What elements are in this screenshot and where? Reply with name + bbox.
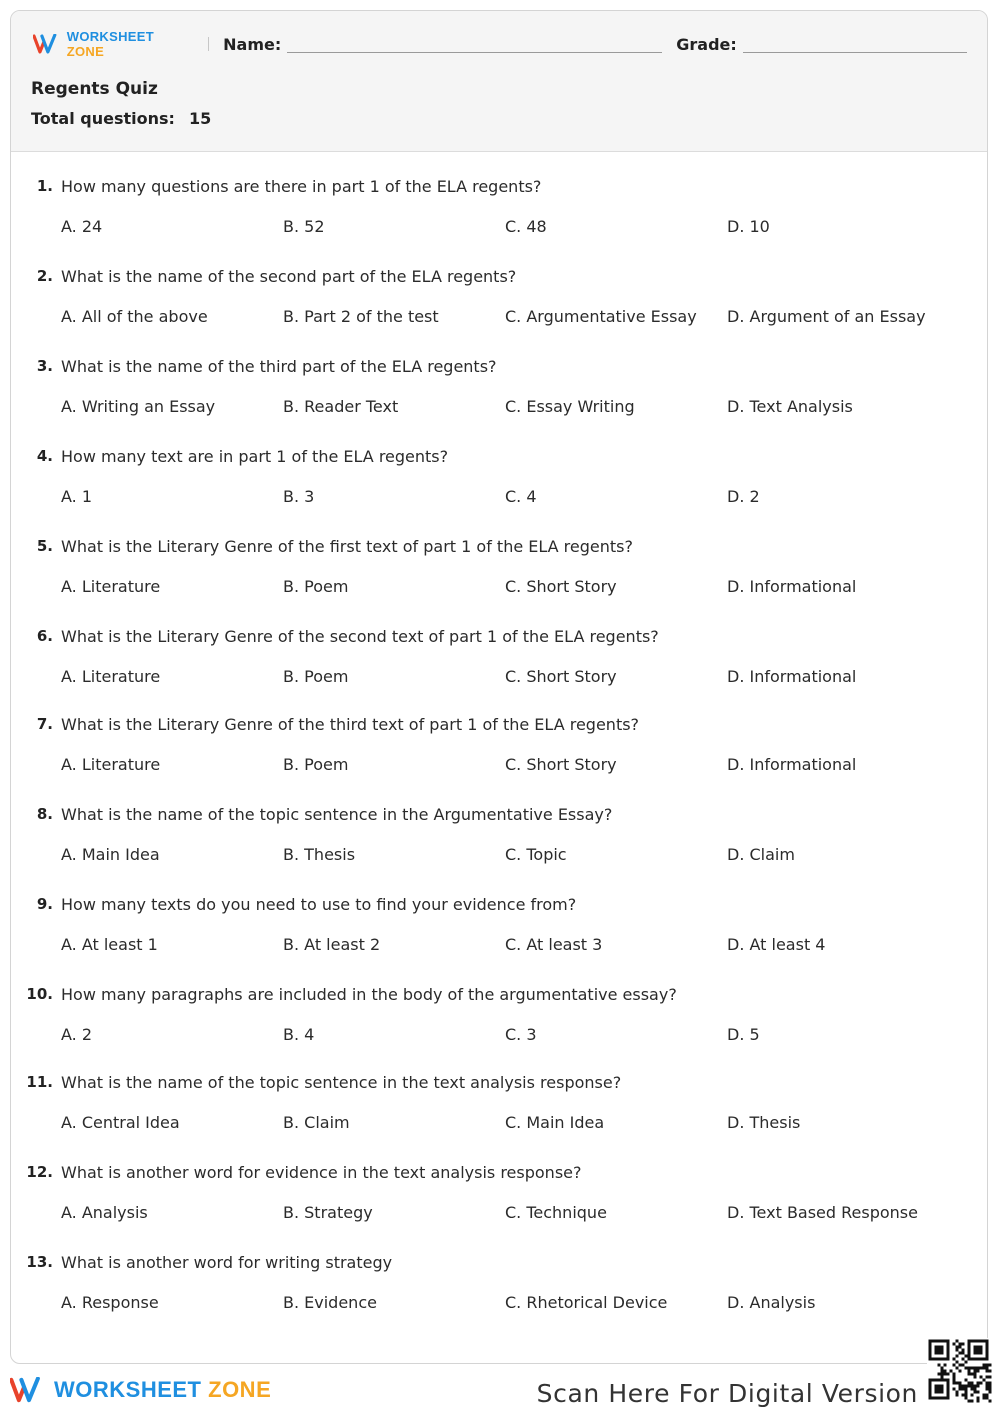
question-item bbox=[11, 895, 988, 975]
answer-option-b[interactable]: B. Strategy bbox=[283, 1203, 373, 1222]
answer-option-a[interactable]: A. Analysis bbox=[61, 1203, 148, 1222]
grade-field[interactable] bbox=[743, 38, 967, 53]
question-number: 6. bbox=[36, 627, 53, 645]
answer-option-b[interactable]: B. Reader Text bbox=[283, 397, 399, 416]
question-item bbox=[11, 627, 988, 707]
answer-option-b[interactable]: B. Claim bbox=[283, 1113, 350, 1132]
question-text: What is the name of the topic sentence in the text analysis response? bbox=[61, 1073, 622, 1092]
answer-option-a[interactable]: A. 2 bbox=[61, 1025, 93, 1044]
question-text: What is the Literary Genre of the second text of part 1 of the ELA regents? bbox=[61, 627, 659, 646]
answer-option-a[interactable]: A. 24 bbox=[61, 217, 103, 236]
total-questions-label: Total questions: bbox=[31, 109, 175, 128]
answer-option-c[interactable]: C. 48 bbox=[505, 217, 547, 236]
answer-option-a[interactable]: A. Literature bbox=[61, 667, 161, 686]
answer-option-b[interactable]: B. 3 bbox=[283, 487, 315, 506]
answer-option-a[interactable]: A. Main Idea bbox=[61, 845, 160, 864]
question-item bbox=[11, 1163, 988, 1243]
question-text: How many paragraphs are included in the body of the argumentative essay? bbox=[61, 985, 677, 1004]
question-text: What is the name of the third part of the ELA regents? bbox=[61, 357, 497, 376]
answer-option-d[interactable]: D. Informational bbox=[727, 755, 857, 774]
answer-option-c[interactable]: C. Technique bbox=[505, 1203, 607, 1222]
answer-option-d[interactable]: D. Informational bbox=[727, 667, 857, 686]
question-number: 4. bbox=[36, 447, 53, 465]
answer-option-c[interactable]: C. Short Story bbox=[505, 667, 617, 686]
grade-label: Grade: bbox=[676, 34, 737, 54]
question-number: 13. bbox=[26, 1253, 53, 1271]
question-item bbox=[11, 715, 988, 795]
question-item bbox=[11, 1253, 988, 1333]
answer-option-a[interactable]: A. Response bbox=[61, 1293, 159, 1312]
answer-option-d[interactable]: D. Claim bbox=[727, 845, 795, 864]
question-text: How many texts do you need to use to find your evidence from? bbox=[61, 895, 577, 914]
footer-logo-mark-icon bbox=[10, 1377, 48, 1403]
answer-option-a[interactable]: A. Literature bbox=[61, 577, 161, 596]
footer-logo-text: WORKSHEET ZONE bbox=[54, 1377, 272, 1402]
answer-option-d[interactable]: D. Informational bbox=[727, 577, 857, 596]
answer-option-b[interactable]: B. 4 bbox=[283, 1025, 315, 1044]
question-number: 8. bbox=[36, 805, 53, 823]
answer-option-d[interactable]: D. 10 bbox=[727, 217, 770, 236]
answer-option-c[interactable]: C. Short Story bbox=[505, 577, 617, 596]
answer-option-c[interactable]: C. 3 bbox=[505, 1025, 537, 1044]
answer-option-d[interactable]: D. 5 bbox=[727, 1025, 760, 1044]
answer-option-b[interactable]: B. At least 2 bbox=[283, 935, 381, 954]
answer-option-b[interactable]: B. Poem bbox=[283, 577, 349, 596]
answer-option-d[interactable]: D. 2 bbox=[727, 487, 760, 506]
answer-option-d[interactable]: D. Text Based Response bbox=[727, 1203, 918, 1222]
answer-option-d[interactable]: D. Text Analysis bbox=[727, 397, 853, 416]
worksheet bbox=[10, 10, 988, 1364]
question-item bbox=[11, 177, 988, 257]
logo-text: WORKSHEET ZONE bbox=[66, 29, 154, 59]
question-text: What is the Literary Genre of the third text of part 1 of the ELA regents? bbox=[61, 715, 640, 734]
header-divider bbox=[208, 37, 209, 51]
question-text: How many questions are there in part 1 of the ELA regents? bbox=[61, 177, 542, 196]
question-number: 9. bbox=[36, 895, 53, 913]
answer-option-c[interactable]: C. 4 bbox=[505, 487, 537, 506]
answer-option-d[interactable]: D. Thesis bbox=[727, 1113, 801, 1132]
answer-option-d[interactable]: D. At least 4 bbox=[727, 935, 826, 954]
answer-option-b[interactable]: B. Poem bbox=[283, 755, 349, 774]
answer-option-d[interactable]: D. Analysis bbox=[727, 1293, 816, 1312]
question-text: How many text are in part 1 of the ELA regents? bbox=[61, 447, 449, 466]
quiz-title: Regents Quiz bbox=[31, 79, 158, 99]
answer-option-a[interactable]: A. Literature bbox=[61, 755, 161, 774]
footer-logo bbox=[10, 1377, 271, 1403]
brand-row bbox=[33, 29, 967, 59]
question-number: 10. bbox=[26, 985, 53, 1003]
question-number: 5. bbox=[36, 537, 53, 555]
answer-option-d[interactable]: D. Argument of an Essay bbox=[727, 307, 926, 326]
question-item bbox=[11, 357, 988, 437]
answer-option-c[interactable]: C. Rhetorical Device bbox=[505, 1293, 668, 1312]
question-text: What is the name of the second part of the ELA regents? bbox=[61, 267, 517, 286]
question-number: 7. bbox=[36, 715, 53, 733]
question-number: 3. bbox=[36, 357, 53, 375]
scan-prompt: Scan Here For Digital Version bbox=[536, 1379, 918, 1408]
page-footer bbox=[0, 1366, 1000, 1414]
answer-option-b[interactable]: B. Thesis bbox=[283, 845, 356, 864]
answer-option-a[interactable]: A. 1 bbox=[61, 487, 93, 506]
name-label: Name: bbox=[223, 34, 282, 54]
answer-option-c[interactable]: C. Argumentative Essay bbox=[505, 307, 697, 326]
answer-option-c[interactable]: C. Main Idea bbox=[505, 1113, 605, 1132]
answer-option-a[interactable]: A. Central Idea bbox=[61, 1113, 180, 1132]
question-item bbox=[11, 985, 988, 1065]
answer-option-b[interactable]: B. Part 2 of the test bbox=[283, 307, 439, 326]
answer-option-b[interactable]: B. 52 bbox=[283, 217, 325, 236]
question-number: 11. bbox=[26, 1073, 53, 1091]
total-questions bbox=[31, 109, 211, 128]
question-item bbox=[11, 537, 988, 617]
answer-option-c[interactable]: C. At least 3 bbox=[505, 935, 603, 954]
answer-option-c[interactable]: C. Topic bbox=[505, 845, 567, 864]
question-item bbox=[11, 267, 988, 347]
question-text: What is the name of the topic sentence in the Argumentative Essay? bbox=[61, 805, 613, 824]
question-text: What is the Literary Genre of the first text of part 1 of the ELA regents? bbox=[61, 537, 633, 556]
answer-option-a[interactable]: A. Writing an Essay bbox=[61, 397, 216, 416]
question-item bbox=[11, 805, 988, 885]
question-item bbox=[11, 1073, 988, 1153]
answer-option-c[interactable]: C. Essay Writing bbox=[505, 397, 635, 416]
answer-option-c[interactable]: C. Short Story bbox=[505, 755, 617, 774]
question-text: What is another word for evidence in the text analysis response? bbox=[61, 1163, 582, 1182]
question-text: What is another word for writing strategy bbox=[61, 1253, 393, 1272]
answer-option-b[interactable]: B. Evidence bbox=[283, 1293, 377, 1312]
qr-code-icon[interactable] bbox=[927, 1338, 993, 1404]
worksheet-header bbox=[11, 11, 987, 152]
answer-option-b[interactable]: B. Poem bbox=[283, 667, 349, 686]
question-number: 2. bbox=[36, 267, 53, 285]
question-item bbox=[11, 447, 988, 527]
total-questions-value: 15 bbox=[188, 109, 212, 128]
worksheet-zone-logo bbox=[33, 29, 194, 59]
answer-option-a[interactable]: A. All of the above bbox=[61, 307, 208, 326]
name-field[interactable] bbox=[287, 38, 662, 53]
question-number: 12. bbox=[26, 1163, 53, 1181]
answer-option-a[interactable]: A. At least 1 bbox=[61, 935, 158, 954]
question-number: 1. bbox=[36, 177, 53, 195]
logo-mark-icon bbox=[33, 34, 63, 54]
